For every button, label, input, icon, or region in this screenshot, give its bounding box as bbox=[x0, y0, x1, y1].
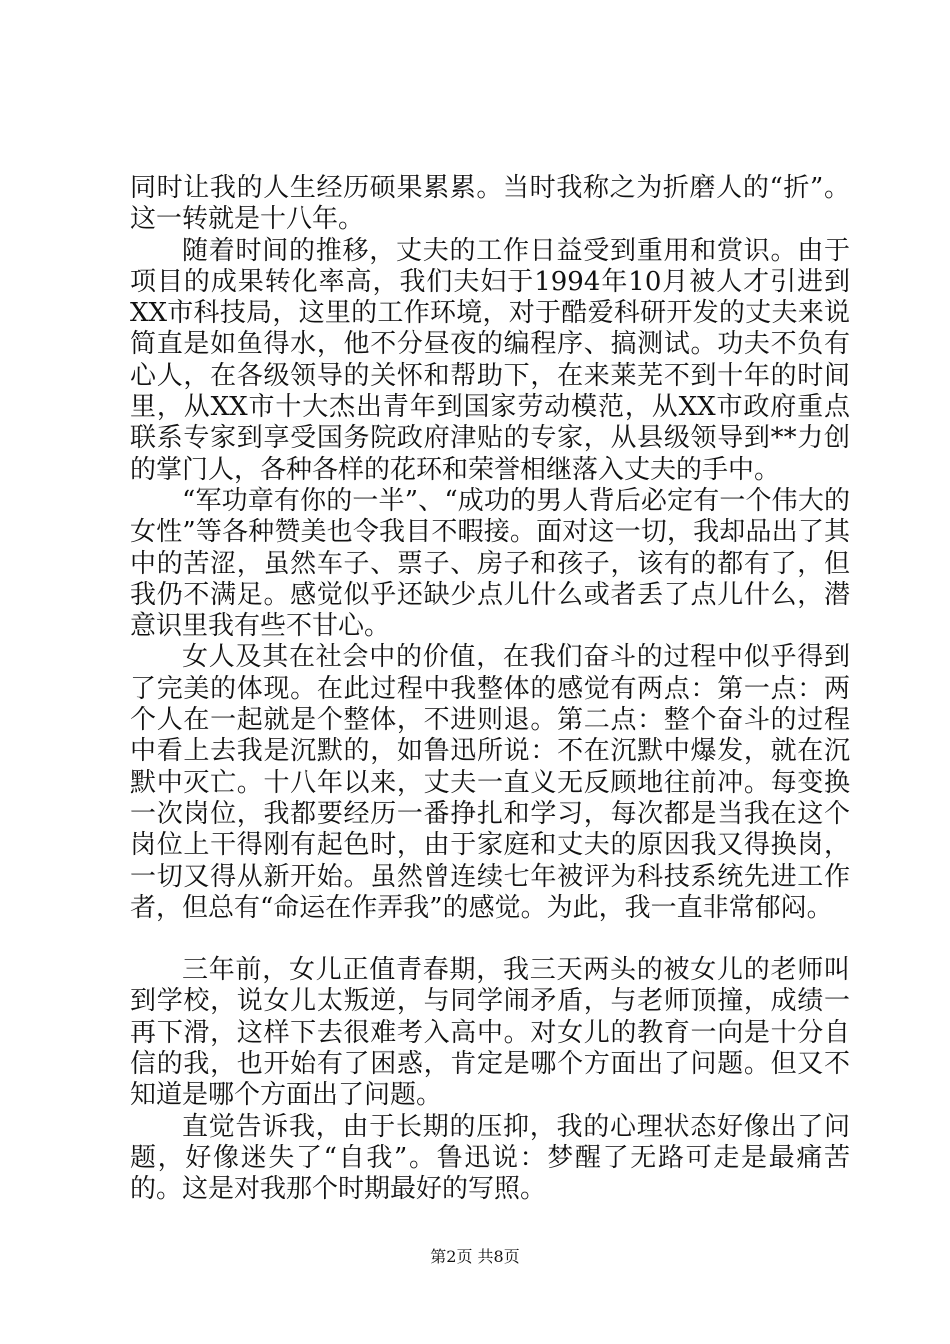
document-body bbox=[130, 173, 850, 1206]
paragraph: 女人及其在社会中的价值，在我们奋斗的过程中似乎得到了完美的体现。在此过程中我整体的感觉有两点：第一点：两个人在一起就是个整体，不进则退。第二点：整个奋斗的过程中看上去我是沉默的，如鲁迅所说：不在沉默中爆发，就在沉默中灭亡。十八年以来，丈夫一直义无反顾地往前冲。每变换一次岗位，我都要经历一番挣扎和学习，每次都是当我在这个岗位上干得刚有起色时，由于家庭和丈夫的原因我又得换岗，一切又得从新开始。虽然曾连续七年被评为科技系统先进工作者，但总有“命运在作弄我”的感觉。为此，我一直非常郁闷。 bbox=[130, 642, 850, 923]
page-number-footer: 第2页 共8页 bbox=[430, 1247, 520, 1266]
paragraph: “军功章有你的一半”、“成功的男人背后必定有一个伟大的女性”等各种赞美也令我目不暇接。面对这一切，我却品出了其中的苦涩，虽然车子、票子、房子和孩子，该有的都有了，但我仍不满足。感觉似乎还缺少点儿什么或者丢了点儿什么，潜意识里我有些不甘心。 bbox=[130, 485, 850, 642]
paragraph: 随着时间的推移，丈夫的工作日益受到重用和赏识。由于项目的成果转化率高，我们夫妇于1994年10月被人才引进到XX市科技局，这里的工作环境，对于酷爱科研开发的丈夫来说简直是如鱼得水，他不分昼夜的编程序、搞测试。功夫不负有心人，在各级领导的关怀和帮助下，在来莱芜不到十年的时间里，从XX市十大杰出青年到国家劳动模范，从XX市政府重点联系专家到享受国务院政府津贴的专家，从县级领导到**力创的掌门人，各种各样的花环和荣誉相继落入丈夫的手中。 bbox=[130, 235, 850, 485]
paragraph: 同时让我的人生经历硕果累累。当时我称之为折磨人的“折”。这一转就是十八年。 bbox=[130, 173, 850, 235]
paragraph: 直觉告诉我，由于长期的压抑，我的心理状态好像出了问题，好像迷失了“自我”。鲁迅说：梦醒了无路可走是最痛苦的。这是对我那个时期最好的写照。 bbox=[130, 1111, 850, 1205]
paragraph-spacer bbox=[130, 924, 850, 955]
paragraph: 三年前，女儿正值青春期，我三天两头的被女儿的老师叫到学校，说女儿太叛逆，与同学闹矛盾，与老师顶撞，成绩一再下滑，这样下去很难考入高中。对女儿的教育一向是十分自信的我，也开始有了困惑，肯定是哪个方面出了问题。但又不知道是哪个方面出了问题。 bbox=[130, 955, 850, 1111]
